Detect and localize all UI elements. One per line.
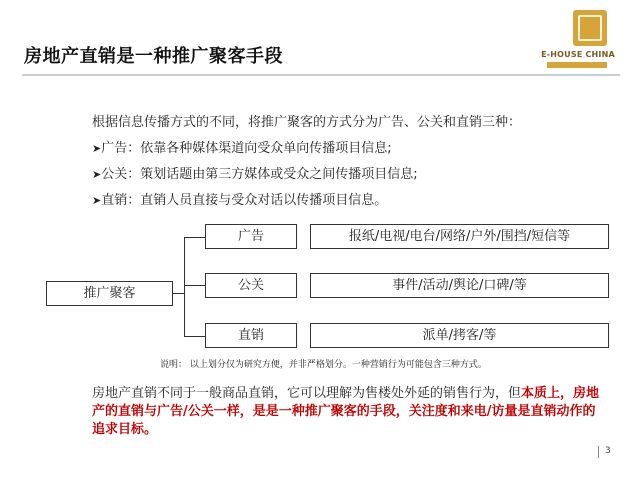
page-number-divider <box>598 446 599 458</box>
bullet-text-pr: 公关：策划话题由第三方媒体或受众之间传播项目信息; <box>101 167 418 182</box>
diagram-detail-pr: 事件/活动/舆论/口碑/等 <box>310 273 609 298</box>
connector-branch-pr <box>184 285 205 286</box>
page-number: 3 <box>605 446 611 456</box>
logo-emblem-icon <box>573 10 607 46</box>
connector-vertical <box>184 237 185 337</box>
title-divider <box>22 74 620 76</box>
intro-bullet <box>92 188 521 214</box>
diagram-root-box: 推广聚客 <box>46 281 173 306</box>
summary-normal-text: 房地产直销不同于一般商品直销，它可以理解为售楼处外延的销售行为，但 <box>92 386 522 401</box>
logo-name: E-HOUSE CHINA <box>541 50 615 59</box>
bullet-arrow-icon: ➤ <box>92 194 102 207</box>
diagram-detail-ad: 报纸/电视/电台/网络/户外/围挡/短信等 <box>310 224 609 249</box>
diagram-note: 说明： 以上划分仅为研究方便，并非严格划分。一种营销行为可能包含三种方式。 <box>160 360 487 370</box>
summary-paragraph <box>92 385 602 439</box>
diagram-branch-direct: 直销 <box>205 323 297 348</box>
intro-bullet <box>92 162 521 188</box>
connector-branch-ad <box>184 237 205 238</box>
connector-branch-direct <box>184 336 205 337</box>
diagram-branch-pr: 公关 <box>205 273 297 298</box>
bullet-arrow-icon: ➤ <box>92 142 102 155</box>
diagram-detail-direct: 派单/拷客/等 <box>310 323 609 348</box>
bullet-arrow-icon: ➤ <box>92 168 102 181</box>
summary-highlight-text: 本质上，房地产的直销与广告/公关一样，是是一种推广聚客的手段，关注度和来电/访量是直销动作的追求目标。 <box>92 386 600 437</box>
company-logo <box>533 10 623 72</box>
bullet-text-direct: 直销：直销人员直接与受众对话以传播项目信息。 <box>101 193 388 208</box>
connector-root <box>173 293 184 294</box>
slide-title: 房地产直销是一种推广聚客手段 <box>24 46 283 67</box>
bullet-text-ad: 广告：依靠各种媒体渠道向受众单向传播项目信息; <box>101 141 392 156</box>
intro-bullet <box>92 136 521 162</box>
intro-block <box>92 110 521 214</box>
intro-lead: 根据信息传播方式的不同，将推广聚客的方式分为广告、公关和直销三种： <box>92 115 522 130</box>
diagram-branch-ad: 广告 <box>205 224 297 249</box>
logo-subtitle-bar <box>547 62 607 68</box>
